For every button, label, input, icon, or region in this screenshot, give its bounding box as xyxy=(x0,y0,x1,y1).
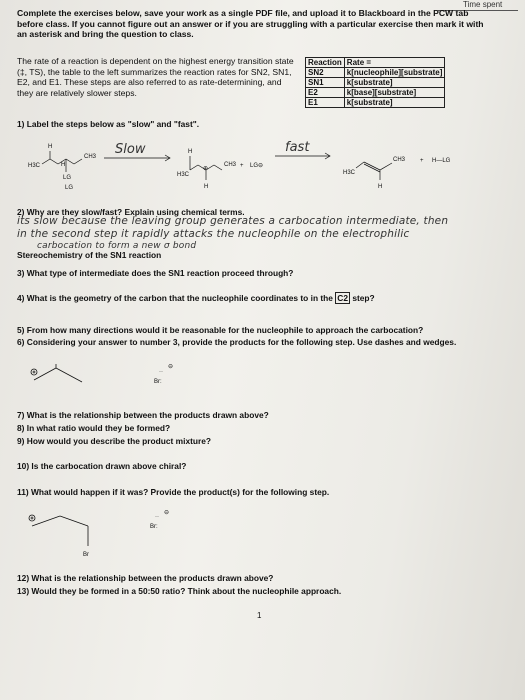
bromo-carbocation-structure xyxy=(20,508,240,568)
svg-text:Br:: Br: xyxy=(150,524,158,530)
bromide-ion xyxy=(154,364,173,385)
question-2: 2) Why are they slow/fast? Explain using chemical terms. xyxy=(17,207,245,217)
table-cell: E1 xyxy=(306,98,345,108)
atom-label: H xyxy=(48,144,53,150)
atom-label: LG xyxy=(65,185,74,191)
question-7: 7) What is the relationship between the products drawn above? xyxy=(17,410,269,420)
atom-label: H xyxy=(61,162,66,168)
table-cell: SN2 xyxy=(306,68,345,78)
atom-label: H xyxy=(188,149,193,155)
atom-label: CH3 xyxy=(224,162,237,168)
table-row xyxy=(306,78,445,88)
rate-table-header-reaction: Reaction xyxy=(306,58,345,68)
question-10: 10) Is the carbocation drawn above chiral? xyxy=(17,461,187,471)
reaction-scheme xyxy=(0,130,525,200)
question-8: 8) In what ratio would they be formed? xyxy=(17,423,171,433)
question-13: 13) Would they be formed in a 50:50 ratio? Think about the nucleophile approach. xyxy=(17,586,342,596)
question-9: 9) How would you describe the product mixture? xyxy=(17,436,212,446)
handwritten-fast: fast xyxy=(285,140,310,155)
time-spent-label: Time spent xyxy=(463,0,503,9)
atom-label: H3C xyxy=(343,170,356,176)
section-title-stereochemistry: Stereochemistry of the SN1 reaction xyxy=(17,250,162,260)
question-1: 1) Label the steps below as "slow" and "fast". xyxy=(17,119,200,129)
table-row xyxy=(306,98,445,108)
atom-label: CH3 xyxy=(84,154,97,160)
handwritten-answer-line-1: its slow because the leaving group generates a carbocation intermediate, then xyxy=(17,215,449,227)
atom-label: Br xyxy=(83,552,89,558)
atom-label: H3C xyxy=(28,163,41,169)
page-number: 1 xyxy=(257,611,262,620)
atom-label: LG xyxy=(63,175,72,181)
table-cell: k[nucleophile][substrate] xyxy=(344,68,445,78)
svg-text:Br:: Br: xyxy=(154,379,162,385)
question-11: 11) What would happen if it was? Provide the product(s) for the following step. xyxy=(17,487,330,497)
question-3: 3) What type of intermediate does the SN1 reaction proceed through? xyxy=(17,268,294,278)
instructions: Complete the exercises below, save your work as a single PDF file, and upload it to Blackboard in the PCW tab before class. If you cannot figure out an answer or if you are struggling with a particular exercise then mark it with an asterisk and bring the question to class. xyxy=(17,8,484,40)
svg-text:⊖: ⊖ xyxy=(164,510,170,516)
question-6: 6) Considering your answer to number 3, provide the products for the following step. Use dashes and wedges. xyxy=(17,337,457,347)
atom-label: ⊕ xyxy=(203,166,209,172)
atom-label: H xyxy=(204,184,209,190)
table-cell: E2 xyxy=(306,88,345,98)
svg-text:··: ·· xyxy=(155,514,159,520)
intro-paragraph: The rate of a reaction is dependent on the highest energy transition state (‡, TS), the table to the left summarizes the reaction rates for SN2, SN1, E2, and E1. These steps are also referred to as rate-determining, and they are relatively slower steps. xyxy=(17,56,294,98)
rate-table xyxy=(305,57,445,108)
table-cell: k[substrate] xyxy=(344,78,445,88)
bromide-ion xyxy=(150,510,169,530)
table-row xyxy=(306,68,445,78)
carbocation-bromide-structure xyxy=(20,358,220,398)
atom-label: H xyxy=(378,184,383,190)
atom-label: + xyxy=(240,163,244,169)
table-cell: SN1 xyxy=(306,78,345,88)
atom-label: + xyxy=(420,158,424,164)
alkene-product-structure xyxy=(356,162,392,180)
question-4-text: 4) What is the geometry of the carbon that the nucleophile coordinates to in the xyxy=(17,293,336,303)
handwritten-answer-line-2: in the second step it rapidly attacks the nucleophile on the electrophilic xyxy=(17,228,410,240)
c2-box: C2 xyxy=(337,293,348,303)
question-4 xyxy=(17,293,375,303)
rate-table-header-rate: Rate = xyxy=(344,58,445,68)
question-5: 5) From how many directions would it be reasonable for the nucleophile to approach the carbocation? xyxy=(17,325,424,335)
atom-label: CH3 xyxy=(393,157,406,163)
table-row xyxy=(306,88,445,98)
svg-text:··: ·· xyxy=(159,369,163,375)
handwritten-answer-line-3: carbocation to form a new σ bond xyxy=(37,241,197,251)
svg-text:⊖: ⊖ xyxy=(168,364,174,370)
table-cell: k[base][substrate] xyxy=(344,88,445,98)
question-4-end: step? xyxy=(350,293,375,303)
handwritten-slow: Slow xyxy=(115,142,146,157)
atom-label: H3C xyxy=(177,172,190,178)
atom-label: H—LG xyxy=(432,158,451,164)
atom-label: LG⊖ xyxy=(250,163,264,169)
table-cell: k[substrate] xyxy=(344,98,445,108)
question-12: 12) What is the relationship between the products drawn above? xyxy=(17,573,274,583)
